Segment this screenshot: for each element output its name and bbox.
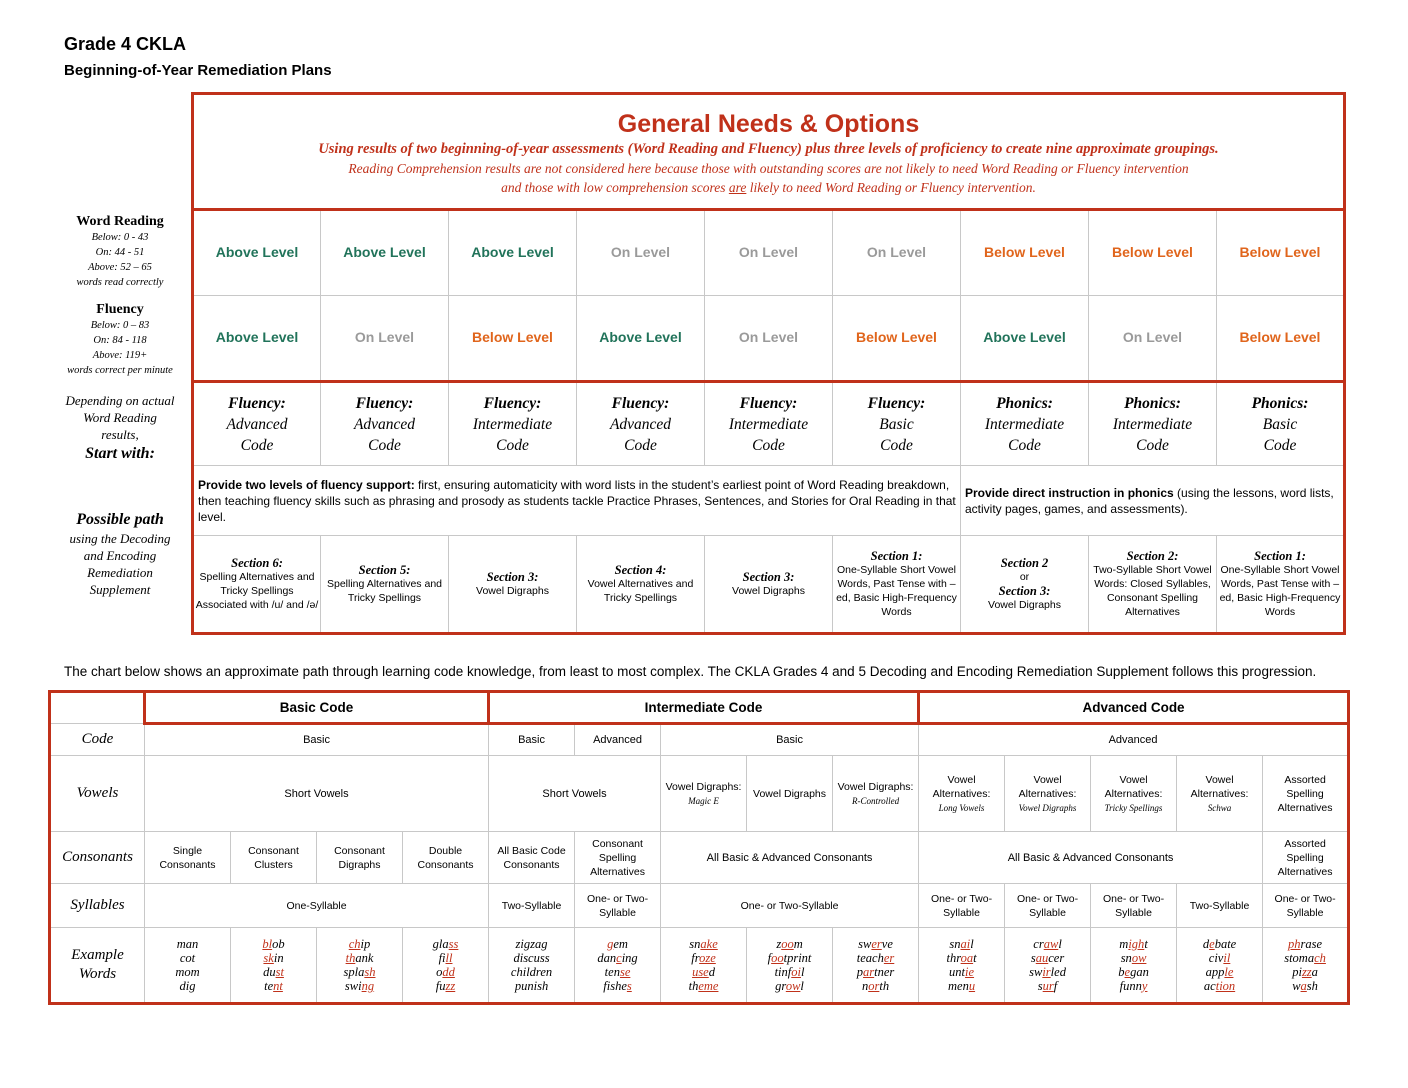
code-cell: Advanced bbox=[919, 724, 1349, 756]
example-word: menu bbox=[948, 979, 976, 993]
fluency-level: On Level bbox=[738, 329, 799, 345]
example-word: froze bbox=[691, 951, 716, 965]
highlighted-spelling: il bbox=[1223, 951, 1231, 965]
highlighted-spelling: er bbox=[871, 937, 882, 951]
syllable-cell: One- or Two-Syllable bbox=[661, 884, 919, 928]
highlighted-spelling: sh bbox=[364, 965, 376, 979]
highlighted-spelling: s bbox=[626, 979, 632, 993]
highlighted-spelling: igh bbox=[1128, 937, 1145, 951]
highlighted-spelling: bl bbox=[262, 937, 273, 951]
fluency-level-cell bbox=[1089, 296, 1217, 382]
vowel-cell: Assorted Spelling Alternatives bbox=[1263, 756, 1349, 832]
word-reading-level: Above Level bbox=[471, 244, 554, 260]
highlighted-spelling: or bbox=[868, 979, 880, 993]
fluency-level-cell bbox=[1217, 296, 1345, 382]
example-word: crawl bbox=[1033, 937, 1062, 951]
vowel-cell: Vowel Digraphs bbox=[747, 756, 833, 832]
word-reading-level-cell bbox=[961, 210, 1089, 296]
fluency-level-cell bbox=[705, 296, 833, 382]
fluency-level: Below Level bbox=[856, 329, 937, 345]
example-word: thank bbox=[345, 951, 374, 965]
example-word: chip bbox=[348, 937, 371, 951]
general-needs-header bbox=[193, 94, 1345, 210]
vowel-cell: Vowel Alternatives: Long Vowels bbox=[919, 756, 1005, 832]
fluency-level: Above Level bbox=[215, 329, 299, 345]
example-words-cell bbox=[145, 928, 231, 1004]
highlighted-spelling: dd bbox=[442, 965, 455, 979]
word-reading-level-cell bbox=[1089, 210, 1217, 296]
example-word: gem bbox=[607, 937, 628, 951]
consonant-cell: Single Consonants bbox=[145, 832, 231, 884]
example-word: odd bbox=[436, 965, 455, 979]
example-word: tent bbox=[264, 979, 283, 993]
section-cell: Section 6: Spelling Alternatives and Tricky Spellings Associated with /u/ and /ə/ bbox=[193, 536, 321, 634]
highlighted-spelling: tion bbox=[1215, 979, 1236, 993]
highlighted-spelling: zz bbox=[1301, 965, 1312, 979]
highlighted-spelling: zz bbox=[445, 979, 456, 993]
highlighted-spelling: sk bbox=[263, 951, 274, 965]
highlighted-spelling: e bbox=[1209, 937, 1215, 951]
highlighted-spelling: use bbox=[692, 965, 709, 979]
example-word: untie bbox=[949, 965, 975, 979]
start-with-cell: Fluency: Intermediate Code bbox=[449, 382, 577, 466]
highlighted-spelling: se bbox=[619, 965, 631, 979]
vowel-cell: Vowel Digraphs: Magic E bbox=[661, 756, 747, 832]
example-word: apple bbox=[1205, 965, 1234, 979]
example-word: growl bbox=[775, 979, 804, 993]
example-words-cell bbox=[919, 928, 1005, 1004]
highlighted-spelling: oa bbox=[960, 951, 974, 965]
highlighted-spelling: ie bbox=[965, 965, 975, 979]
syllable-cell: Two-Syllable bbox=[489, 884, 575, 928]
general-needs-line2: Reading Comprehension results are not considered here because those with outstanding scores are not likely to need Word Reading or Fluency intervention bbox=[348, 160, 1189, 176]
word-reading-level: On Level bbox=[738, 244, 799, 260]
section-cell: Section 1: One-Syllable Short Vowel Words, Past Tense with –ed, Basic High-Frequency Words bbox=[1217, 536, 1345, 634]
basic-code-header: Basic Code bbox=[145, 692, 489, 724]
highlighted-spelling: au bbox=[1035, 951, 1049, 965]
fluency-level-cell bbox=[449, 296, 577, 382]
fluency-level: Below Level bbox=[472, 329, 553, 345]
code-progression-table bbox=[48, 690, 1350, 1005]
example-word: throat bbox=[946, 951, 977, 965]
example-word: swing bbox=[344, 979, 375, 993]
example-words-cell bbox=[403, 928, 489, 1004]
example-word: phrase bbox=[1288, 937, 1323, 951]
example-word: cot bbox=[179, 951, 196, 965]
consonants-row-label: Consonants bbox=[50, 832, 145, 884]
highlighted-spelling: oo bbox=[781, 937, 794, 951]
example-words-cell bbox=[575, 928, 661, 1004]
syllables-row-label: Syllables bbox=[50, 884, 145, 928]
section-cell: Section 5: Spelling Alternatives and Tricky Spellings bbox=[321, 536, 449, 634]
example-word: used bbox=[692, 965, 715, 979]
example-word: discuss bbox=[513, 951, 550, 965]
code-cell: Advanced bbox=[575, 724, 661, 756]
example-word: skin bbox=[263, 951, 284, 965]
example-word: surf bbox=[1037, 979, 1058, 993]
document-title: Grade 4 CKLA bbox=[64, 34, 187, 54]
example-words-cell bbox=[1005, 928, 1091, 1004]
word-reading-level: On Level bbox=[610, 244, 671, 260]
example-word: action bbox=[1203, 979, 1236, 993]
code-chart-intro: The chart below shows an approximate path through learning code knowledge, from least to most complex. The CKLA Grades 4 and 5 Decoding and Encoding Remediation Supplement follows this progression. bbox=[64, 664, 1317, 679]
example-word: tinfoil bbox=[774, 965, 805, 979]
highlighted-spelling: ur bbox=[1042, 979, 1054, 993]
example-words-cell bbox=[317, 928, 403, 1004]
vowel-cell: Short Vowels bbox=[145, 756, 489, 832]
highlighted-spelling: aw bbox=[1043, 937, 1059, 951]
highlighted-spelling: y bbox=[1141, 979, 1148, 993]
advanced-code-header: Advanced Code bbox=[919, 692, 1349, 724]
section-cell: Section 2 or Section 3: Vowel Digraphs bbox=[961, 536, 1089, 634]
example-words-cell bbox=[1263, 928, 1349, 1004]
section-cell: Section 3: Vowel Digraphs bbox=[449, 536, 577, 634]
example-word: zoom bbox=[776, 937, 803, 951]
possible-path-label: Possible path using the Decoding and Encoding Remediation Supplement bbox=[69, 511, 171, 597]
start-with-cell: Phonics: Intermediate Code bbox=[961, 382, 1089, 466]
start-with-cell: Phonics: Basic Code bbox=[1217, 382, 1345, 466]
highlighted-spelling: ar bbox=[863, 965, 875, 979]
highlighted-spelling: nt bbox=[273, 979, 283, 993]
start-with-cell: Fluency: Intermediate Code bbox=[705, 382, 833, 466]
general-needs-line1: Using results of two beginning-of-year assessments (Word Reading and Fluency) plus three levels of proficiency to create nine approximate groupings. bbox=[318, 140, 1219, 157]
highlighted-spelling: oi bbox=[791, 965, 801, 979]
highlighted-spelling: oze bbox=[699, 951, 716, 965]
document-subtitle: Beginning-of-Year Remediation Plans bbox=[64, 62, 332, 79]
highlighted-spelling: ake bbox=[700, 937, 718, 951]
fluency-level-cell bbox=[321, 296, 449, 382]
consonant-cell: All Basic Code Consonants bbox=[489, 832, 575, 884]
example-word: swerve bbox=[858, 937, 893, 951]
highlighted-spelling: ch bbox=[1314, 951, 1326, 965]
consonant-cell: All Basic & Advanced Consonants bbox=[919, 832, 1263, 884]
example-word: might bbox=[1119, 937, 1148, 951]
fluency-level-cell bbox=[193, 296, 321, 382]
word-reading-level-cell bbox=[1217, 210, 1345, 296]
general-needs-title: General Needs & Options bbox=[617, 109, 920, 138]
example-words-cell bbox=[661, 928, 747, 1004]
example-word: punish bbox=[514, 979, 549, 993]
example-word: north bbox=[861, 979, 890, 993]
example-word: fuzz bbox=[435, 979, 456, 993]
start-with-cell: Phonics: Intermediate Code bbox=[1089, 382, 1217, 466]
phonics-support-text: Provide direct instruction in phonics (using the lessons, word lists, activity pages, games, and assessments). bbox=[961, 466, 1345, 536]
syllable-cell: One-Syllable bbox=[145, 884, 489, 928]
section-cell: Section 1: One-Syllable Short Vowel Words, Past Tense with –ed, Basic High-Frequency Words bbox=[833, 536, 961, 634]
word-reading-level: Above Level bbox=[215, 244, 299, 260]
example-words-cell bbox=[833, 928, 919, 1004]
word-reading-level: Below Level bbox=[1239, 244, 1321, 260]
highlighted-spelling: c bbox=[616, 951, 622, 965]
word-reading-level-cell bbox=[705, 210, 833, 296]
code-cell: Basic bbox=[145, 724, 489, 756]
section-cell: Section 2: Two-Syllable Short Vowel Words: Closed Syllables, Consonant Spelling Alternatives bbox=[1089, 536, 1217, 634]
start-with-cell: Fluency: Advanced Code bbox=[577, 382, 705, 466]
highlighted-spelling: u bbox=[968, 979, 976, 993]
consonant-cell: Double Consonants bbox=[403, 832, 489, 884]
section-cell: Section 3: Vowel Digraphs bbox=[705, 536, 833, 634]
highlighted-spelling: ow bbox=[785, 979, 801, 993]
highlighted-spelling: oo bbox=[771, 951, 784, 965]
example-word: blob bbox=[262, 937, 285, 951]
example-word: civil bbox=[1208, 951, 1231, 965]
consonant-cell: Assorted Spelling Alternatives bbox=[1263, 832, 1349, 884]
word-reading-level: Above Level bbox=[343, 244, 426, 260]
example-word: fill bbox=[438, 951, 453, 965]
highlighted-spelling: ir bbox=[1042, 965, 1051, 979]
vowel-cell: Vowel Digraphs: R-Controlled bbox=[833, 756, 919, 832]
fluency-level-cell bbox=[833, 296, 961, 382]
example-words-cell bbox=[231, 928, 317, 1004]
word-reading-level-cell bbox=[321, 210, 449, 296]
highlighted-spelling: ll bbox=[445, 951, 453, 965]
word-reading-label: Word Reading Below: 0 - 43 On: 44 - 51 Above: 52 – 65 words read correctly bbox=[76, 214, 164, 288]
highlighted-spelling: e bbox=[1124, 965, 1131, 979]
example-word: swirled bbox=[1029, 965, 1066, 979]
start-with-label: Depending on actual Word Reading results, Start with: bbox=[65, 393, 175, 462]
consonant-cell: Consonant Clusters bbox=[231, 832, 317, 884]
example-word: dig bbox=[179, 979, 196, 993]
syllable-cell: One- or Two-Syllable bbox=[1091, 884, 1177, 928]
intermediate-code-header: Intermediate Code bbox=[489, 692, 919, 724]
example-words-cell bbox=[747, 928, 833, 1004]
example-word: mom bbox=[175, 965, 200, 979]
example-word: partner bbox=[856, 965, 895, 979]
example-words-row-label: Example Words bbox=[50, 928, 145, 1004]
code-cell: Basic bbox=[661, 724, 919, 756]
example-word: tense bbox=[604, 965, 631, 979]
highlighted-spelling: ai bbox=[960, 937, 971, 951]
example-word: glass bbox=[432, 937, 459, 951]
start-with-cell: Fluency: Advanced Code bbox=[321, 382, 449, 466]
vowel-cell: Vowel Alternatives: Tricky Spellings bbox=[1091, 756, 1177, 832]
vowel-cell: Vowel Alternatives: Vowel Digraphs bbox=[1005, 756, 1091, 832]
example-word: debate bbox=[1202, 937, 1237, 951]
word-reading-level: Below Level bbox=[1112, 244, 1193, 260]
highlighted-spelling: eme bbox=[698, 979, 719, 993]
example-word: began bbox=[1118, 965, 1149, 979]
consonant-cell: All Basic & Advanced Consonants bbox=[661, 832, 919, 884]
example-words-cell bbox=[1091, 928, 1177, 1004]
syllable-cell: One- or Two-Syllable bbox=[575, 884, 661, 928]
start-with-cell: Fluency: Basic Code bbox=[833, 382, 961, 466]
word-reading-level-cell bbox=[193, 210, 321, 296]
highlighted-spelling: th bbox=[345, 951, 356, 965]
fluency-level: Below Level bbox=[1239, 329, 1321, 345]
example-word: saucer bbox=[1030, 951, 1065, 965]
syllable-cell: One- or Two-Syllable bbox=[919, 884, 1005, 928]
highlighted-spelling: g bbox=[607, 937, 614, 951]
example-words-cell bbox=[489, 928, 575, 1004]
word-reading-level-cell bbox=[577, 210, 705, 296]
highlighted-spelling: ch bbox=[348, 937, 361, 951]
vowel-cell: Vowel Alternatives: Schwa bbox=[1177, 756, 1263, 832]
highlighted-spelling: ow bbox=[1131, 951, 1147, 965]
example-word: funny bbox=[1119, 979, 1148, 993]
consonant-cell: Consonant Digraphs bbox=[317, 832, 403, 884]
example-word: stomach bbox=[1284, 951, 1326, 965]
general-needs-table bbox=[191, 92, 1346, 635]
fluency-level: Above Level bbox=[599, 329, 682, 345]
example-word: zigzag bbox=[515, 937, 548, 951]
general-needs-line3: and those with low comprehension scores are likely to need Word Reading or Fluency intervention. bbox=[501, 179, 1036, 195]
example-word: pizza bbox=[1292, 965, 1318, 979]
example-word: theme bbox=[688, 979, 719, 993]
code-cell: Basic bbox=[489, 724, 575, 756]
fluency-level-cell bbox=[961, 296, 1089, 382]
example-word: wash bbox=[1292, 979, 1318, 993]
highlighted-spelling: ng bbox=[361, 979, 375, 993]
consonant-cell: Consonant Spelling Alternatives bbox=[575, 832, 661, 884]
highlighted-spelling: a bbox=[1300, 979, 1307, 993]
syllable-cell: Two-Syllable bbox=[1177, 884, 1263, 928]
highlighted-spelling: st bbox=[275, 965, 284, 979]
example-word: snake bbox=[689, 937, 718, 951]
example-word: teacher bbox=[856, 951, 895, 965]
corner-cell bbox=[50, 692, 145, 724]
example-words-cell bbox=[1177, 928, 1263, 1004]
fluency-label: Fluency Below: 0 – 83 On: 84 - 118 Above: 119+ words correct per minute bbox=[67, 302, 173, 376]
fluency-support-text: Provide two levels of fluency support: first, ensuring automaticity with word lists in the student’s earliest point of Word Reading breakdown, then teaching fluency skills such as phrasing and prosody as students tackle Practice Phrases, Sentences, and Stories for Oral Reading in that level. bbox=[193, 466, 961, 536]
example-word: dancing bbox=[597, 951, 638, 965]
vowel-cell: Short Vowels bbox=[489, 756, 661, 832]
start-with-cell: Fluency: Advanced Code bbox=[193, 382, 321, 466]
vowels-row-label: Vowels bbox=[50, 756, 145, 832]
fluency-level-cell bbox=[577, 296, 705, 382]
highlighted-spelling: ph bbox=[1288, 937, 1301, 951]
example-word: fishes bbox=[603, 979, 632, 993]
highlighted-spelling: er bbox=[883, 951, 895, 965]
fluency-level: Above Level bbox=[983, 329, 1066, 345]
example-word: snow bbox=[1120, 951, 1147, 965]
example-word: splash bbox=[343, 965, 376, 979]
example-word: dust bbox=[263, 965, 284, 979]
fluency-level: On Level bbox=[1122, 329, 1183, 345]
word-reading-level-cell bbox=[833, 210, 961, 296]
example-word: man bbox=[176, 937, 199, 951]
word-reading-level-cell bbox=[449, 210, 577, 296]
example-word: footprint bbox=[767, 951, 812, 965]
section-cell: Section 4: Vowel Alternatives and Tricky Spellings bbox=[577, 536, 705, 634]
code-row-label: Code bbox=[50, 724, 145, 756]
example-word: children bbox=[510, 965, 553, 979]
highlighted-spelling: ss bbox=[448, 937, 459, 951]
word-reading-level: Below Level bbox=[984, 244, 1065, 260]
highlighted-spelling: le bbox=[1224, 965, 1234, 979]
syllable-cell: One- or Two-Syllable bbox=[1263, 884, 1349, 928]
fluency-level: On Level bbox=[354, 329, 415, 345]
syllable-cell: One- or Two-Syllable bbox=[1005, 884, 1091, 928]
example-word: snail bbox=[949, 937, 974, 951]
word-reading-level: On Level bbox=[866, 244, 927, 260]
